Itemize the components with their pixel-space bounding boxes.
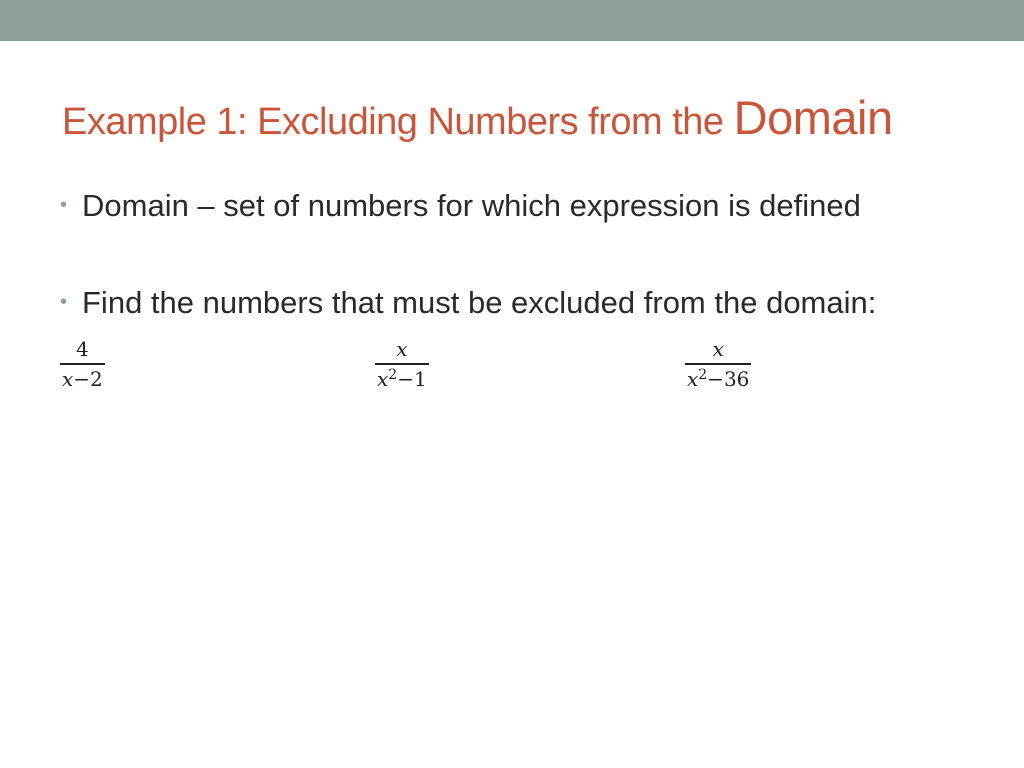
fraction-1 [60, 338, 105, 390]
bullet-text: Find the numbers that must be excluded from the domain: [82, 285, 877, 320]
denominator-exponent: 2 [698, 367, 708, 383]
slide-title [62, 90, 893, 145]
title-emphasis: Domain [733, 91, 893, 144]
denominator-variable: x [377, 367, 389, 391]
header-bar [0, 0, 1024, 41]
bullet-find-excluded [60, 285, 876, 321]
denominator-rest: −1 [397, 367, 427, 391]
denominator-variable: x [62, 367, 74, 391]
title-main: Example 1: Excluding Numbers from the [62, 101, 734, 143]
fraction-2 [375, 338, 429, 390]
fraction-denominator [375, 365, 429, 390]
denominator-rest: −36 [707, 367, 750, 391]
bullet-dot-icon: • [60, 194, 68, 216]
fraction-numerator: 4 [76, 337, 89, 361]
fraction-denominator [60, 365, 105, 390]
fraction-numerator: x [712, 337, 724, 361]
denominator-exponent: 2 [388, 367, 398, 383]
fraction-numerator: x [396, 337, 408, 361]
bullet-domain-definition [60, 188, 861, 224]
bullet-text: Domain – set of numbers for which expression is defined [82, 188, 861, 223]
fraction-denominator [685, 365, 751, 390]
bullet-dot-icon: • [60, 291, 68, 313]
denominator-rest: −2 [73, 367, 103, 391]
fraction-3 [685, 338, 751, 390]
denominator-variable: x [687, 367, 699, 391]
